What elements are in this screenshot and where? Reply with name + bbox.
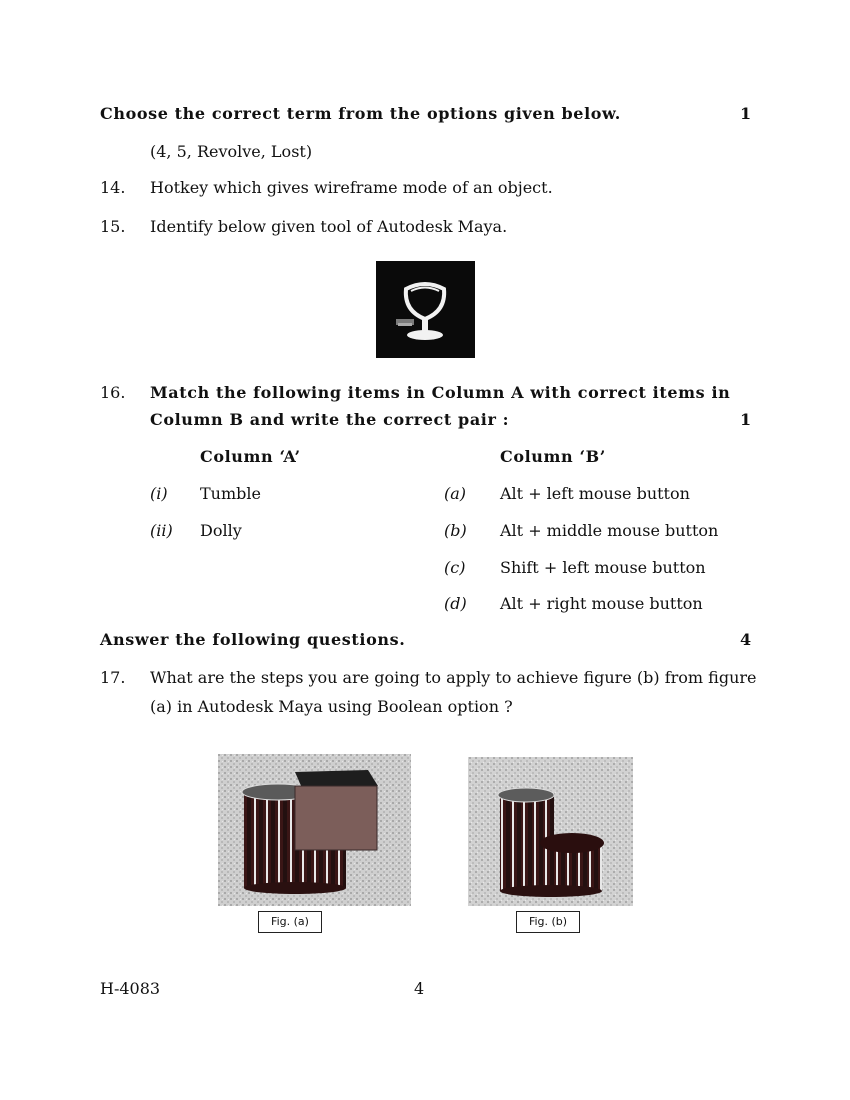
question-number: 17.: [100, 668, 126, 687]
question-marks: 1: [740, 410, 752, 429]
column-b-label: (d): [444, 594, 467, 613]
figure-a-image: [218, 754, 411, 906]
section-marks: 4: [740, 630, 752, 649]
question-text-line1: What are the steps you are going to apply to achieve figure (b) from figure: [150, 668, 757, 687]
question-number: 14.: [100, 178, 126, 197]
column-b-item: Alt + left mouse button: [500, 484, 690, 503]
question-text-line2: Column B and write the correct pair :: [150, 410, 510, 429]
column-b-item: Alt + middle mouse button: [500, 521, 719, 540]
question-text-line2: (a) in Autodesk Maya using Boolean option ?: [150, 697, 513, 716]
question-number: 15.: [100, 217, 126, 236]
figure-b-caption: Fig. (b): [516, 911, 580, 933]
column-b-label: (a): [444, 484, 467, 503]
goblet-tool-icon: [376, 261, 475, 358]
figure-b-image: [468, 757, 633, 906]
section-marks: 1: [740, 104, 752, 123]
figure-a-render: [218, 754, 411, 906]
goblet-icon: [376, 261, 475, 358]
question-text-line1: Match the following items in Column A with correct items in: [150, 383, 731, 402]
figure-a-caption: Fig. (a): [258, 911, 322, 933]
paper-code: H-4083: [100, 979, 161, 998]
figure-b-render: [468, 757, 633, 906]
column-b-label: (b): [444, 521, 467, 540]
options-list: (4, 5, Revolve, Lost): [150, 142, 313, 161]
section-heading: Answer the following questions.: [100, 630, 406, 649]
question-text: Hotkey which gives wireframe mode of an object.: [150, 178, 553, 197]
column-b-item: Shift + left mouse button: [500, 558, 706, 577]
column-b-item: Alt + right mouse button: [500, 594, 703, 613]
question-number: 16.: [100, 383, 126, 402]
column-b-label: (c): [444, 558, 466, 577]
column-a-header: Column ‘A’: [200, 447, 301, 466]
question-text: Identify below given tool of Autodesk Maya.: [150, 217, 508, 236]
page-number: 4: [414, 979, 425, 998]
column-a-item: Tumble: [200, 484, 261, 503]
column-a-item: Dolly: [200, 521, 242, 540]
column-b-header: Column ‘B’: [500, 447, 606, 466]
column-a-label: (ii): [150, 521, 173, 540]
section-heading: Choose the correct term from the options given below.: [100, 104, 621, 123]
column-a-label: (i): [150, 484, 168, 503]
